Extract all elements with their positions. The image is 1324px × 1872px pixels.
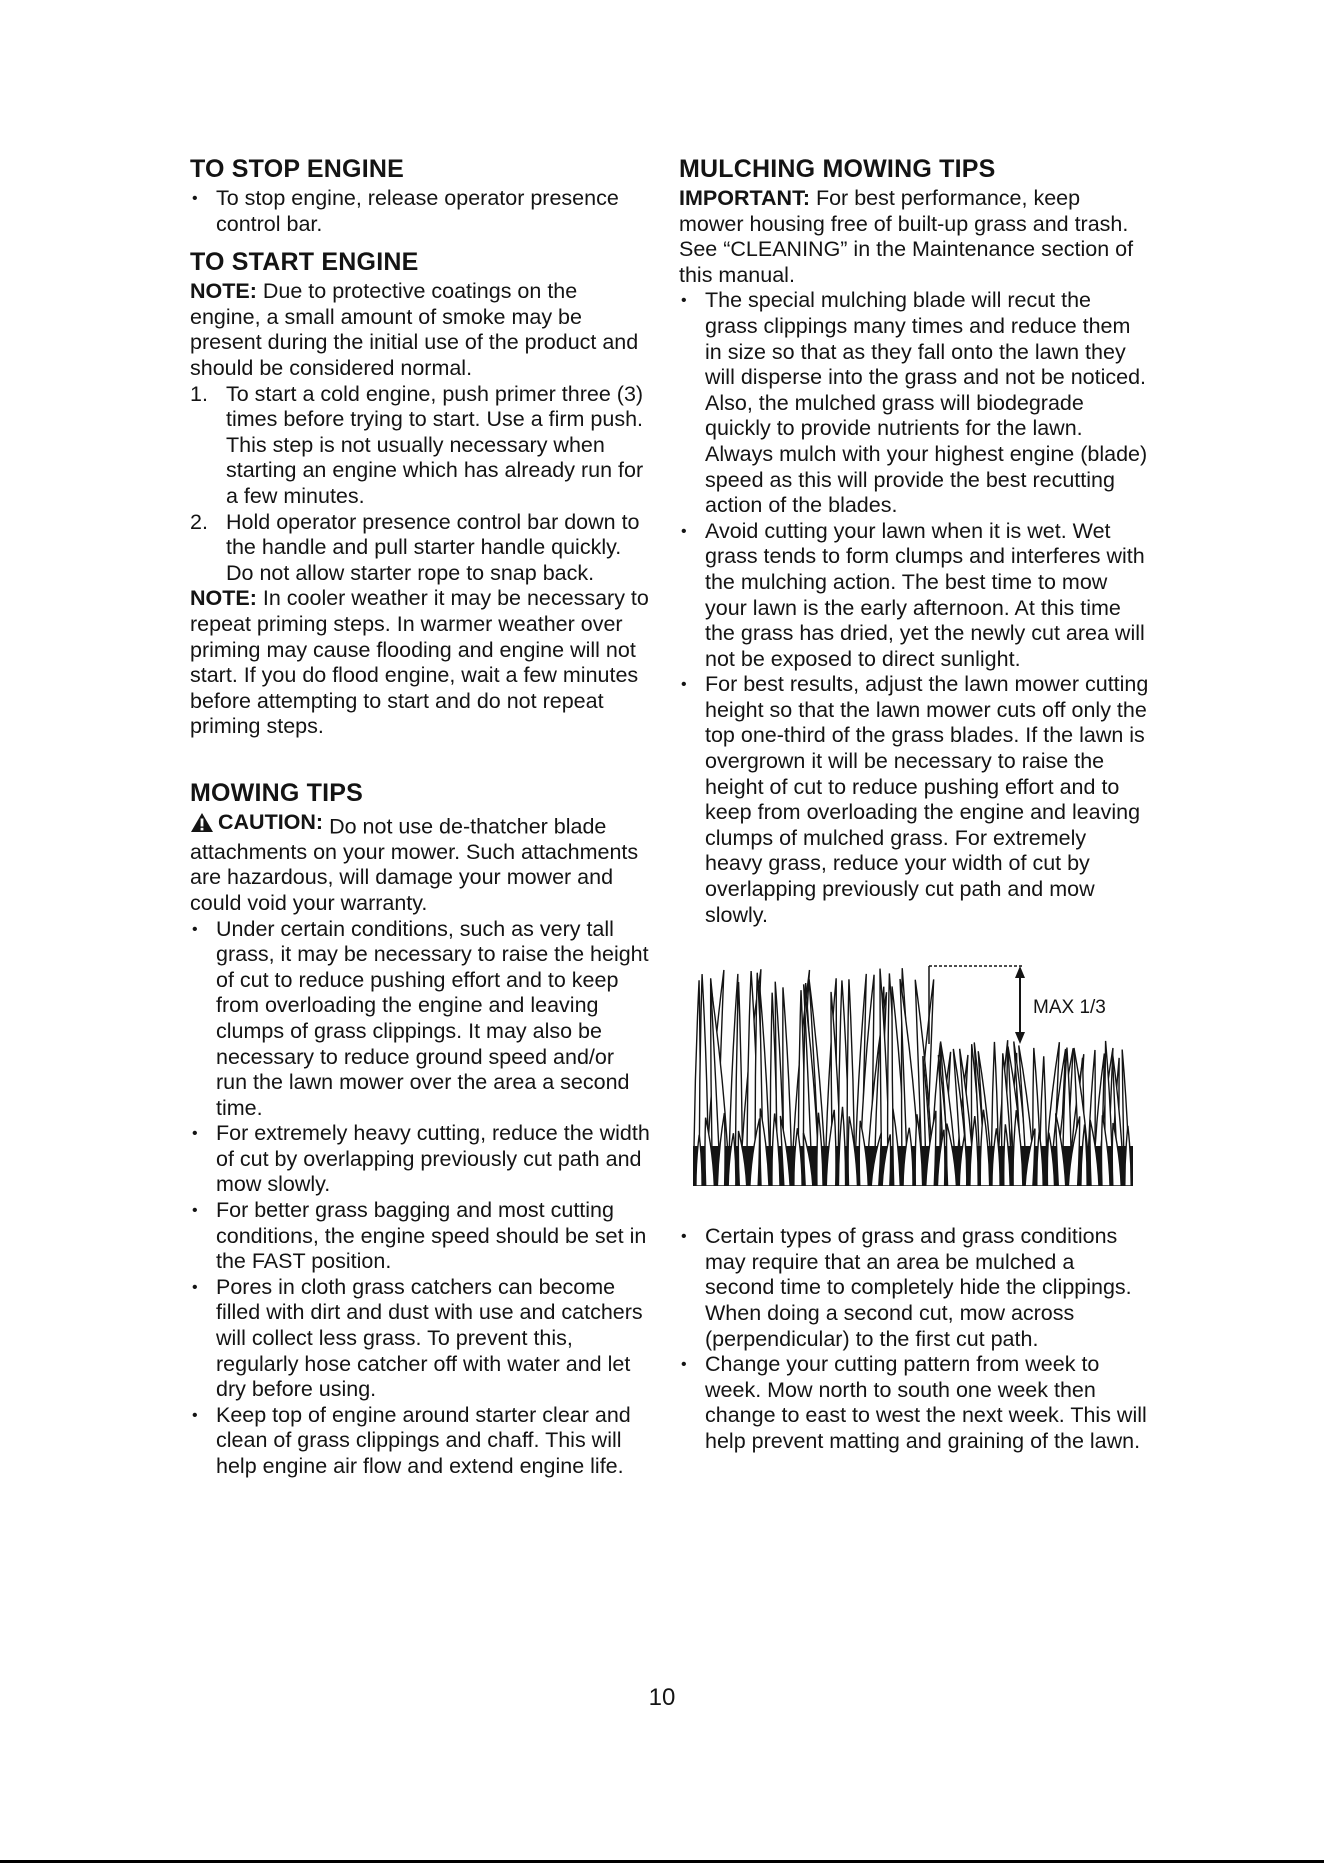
caution-text: Do not use de-thatcher blade attachments on your mower. Such attachments are hazardous, will damage your mower and could void your warranty. [190,814,639,915]
list-item: • Keep top of engine around starter clear and clean of grass clippings and chaff. This will help engine air flow and extend engine life. [190,1403,650,1480]
important-paragraph [679,186,1149,288]
warning-triangle-icon [190,812,214,833]
start-steps [190,382,650,587]
step-number: 2. [190,509,208,534]
list-item: • Certain types of grass and grass conditions may require that an area be mulched a second time to completely hide the clippings. When doing a second cut, mow across (perpendicular) to the first cut path. [679,1224,1149,1352]
right-column [679,154,1149,1455]
list-item: • The special mulching blade will recut the grass clippings many times and reduce them in size so that as they fall onto the lawn they will disperse into the grass and not be noticed. Also, the mulched grass will biodegrade quickly to provide nutrients for the lawn. Always mulch with your highest engine (blade) speed as this will provide the best recutting action of the blades. [679,288,1149,518]
list-item: • Avoid cutting your lawn when it is wet. Wet grass tends to form clumps and interferes with the mulching action. The best time to mow your lawn is the early afternoon. At this time the grass has dried, yet the newly cut area will not be exposed to direct sunlight. [679,519,1149,673]
caution-head [190,810,323,836]
step-item [190,382,650,510]
step-text: Hold operator presence control bar down to the handle and pull starter handle quickly. Do not allow starter rope to snap back. [226,509,640,585]
left-column [190,154,650,1480]
start-engine-heading: TO START ENGINE [190,248,419,277]
caution-paragraph [190,810,650,917]
mulching-list-after [679,1224,1149,1454]
caution-label: CAUTION: [218,809,324,834]
note-label: NOTE: [190,586,257,611]
important-label: IMPORTANT: [679,186,810,210]
arrow-down-icon [1015,1032,1025,1044]
list-item: • For best results, adjust the lawn mower cutting height so that the lawn mower cuts off only the top one-third of the grass blades. If the lawn is overgrown it will be necessary to raise the height of cut to reduce pushing effort and to keep from overloading the engine and leaving clumps of mulched grass. For extremely heavy grass, reduce your width of cut by overlapping previously cut path and mow slowly. [679,672,1149,928]
max-one-third-label: MAX 1/3 [1033,997,1106,1019]
list-item: • Under certain conditions, such as very tall grass, it may be necessary to raise the height of cut to reduce pushing effort and to keep from overloading the engine and leaving clumps of grass clippings. It may also be necessary to reduce ground speed and/or run the lawn mower over the area a second time. [190,917,650,1122]
note-label: NOTE: [190,279,257,304]
important-text: For best performance, keep mower housing free of built-up grass and trash. See “CLEANING” in the Maintenance section of this manual. [679,186,1134,287]
step-number: 1. [190,381,208,406]
priming-note [190,586,650,740]
note-text: In cooler weather it may be necessary to repeat priming steps. In warmer weather over priming may cause flooding and engine will not start. If you do flood engine, wait a few minutes before attempting to start and do not repeat priming steps. [190,586,649,739]
step-text: To start a cold engine, push primer three (3) times before trying to start. Use a firm push. This step is not usually necessary when starting an engine which has already run for a few minutes. [226,381,644,508]
mowing-tips-list [190,917,650,1480]
bottom-rule [0,1860,1324,1863]
list-item: • Pores in cloth grass catchers can become filled with dirt and dust with use and catchers will collect less grass. To prevent this, regularly hose catcher off with water and let dry before using. [190,1275,650,1403]
stop-engine-heading: TO STOP ENGINE [190,155,404,183]
mulching-heading: MULCHING MOWING TIPS [679,155,996,183]
list-item: • To stop engine, release operator presence control bar. [190,186,650,237]
arrow-up-icon [1015,966,1025,978]
step-item [190,510,650,587]
list-item: • For extremely heavy cutting, reduce the width of cut by overlapping previously cut path and mow slowly. [190,1121,650,1198]
stop-engine-list [190,186,650,237]
mulching-list [679,288,1149,928]
grass-height-figure [693,956,1133,1186]
page-number: 10 [648,1684,676,1711]
mowing-tips-heading: MOWING TIPS [190,778,364,807]
start-engine-note [190,279,650,381]
note-text: Due to protective coatings on the engine, a small amount of smoke may be present during the initial use of the product and should be considered normal. [190,279,639,380]
list-item: • For better grass bagging and most cutting conditions, the engine speed should be set in the FAST position. [190,1198,650,1275]
grass-illustration [693,956,1133,1186]
list-item: • Change your cutting pattern from week to week. Mow north to south one week then change to east to west the next week. This will help prevent matting and graining of the lawn. [679,1352,1149,1454]
